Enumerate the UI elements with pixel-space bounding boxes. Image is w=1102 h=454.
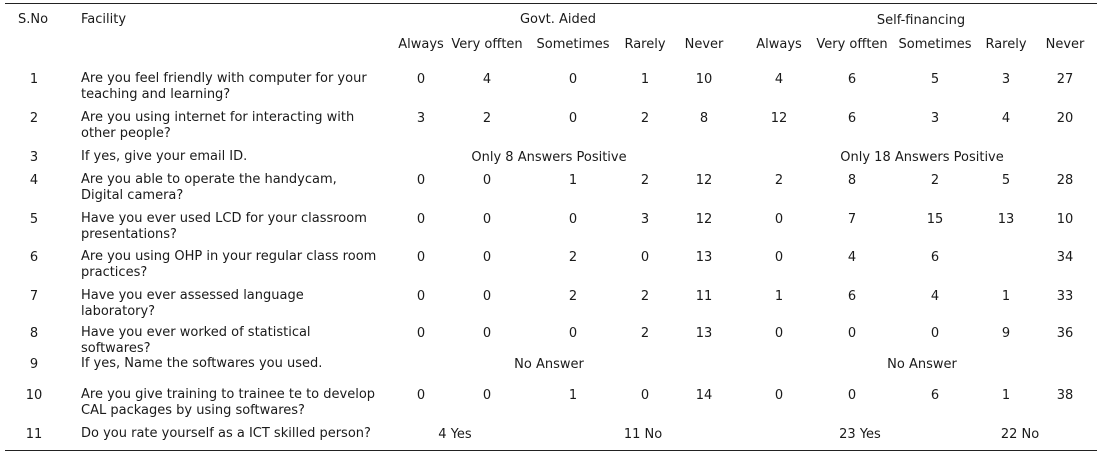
govt-value: 13 bbox=[695, 326, 713, 341]
govt-value: 0 bbox=[482, 173, 492, 188]
self-value: 0 bbox=[847, 388, 857, 403]
table-top-rule bbox=[5, 3, 1097, 4]
self-value: 15 bbox=[926, 212, 944, 227]
govt-no-count: 11 No bbox=[623, 427, 663, 442]
subheader-self-rarely: Rarely bbox=[985, 37, 1027, 52]
subheader-govt-never: Never bbox=[684, 37, 724, 52]
govt-value: 0 bbox=[416, 388, 426, 403]
self-value: 33 bbox=[1056, 289, 1074, 304]
row-sno: 1 bbox=[29, 72, 39, 87]
self-value: 6 bbox=[930, 388, 940, 403]
row-sno: 9 bbox=[29, 357, 39, 372]
govt-value: 2 bbox=[568, 289, 578, 304]
govt-value: 2 bbox=[640, 111, 650, 126]
govt-value: 0 bbox=[416, 212, 426, 227]
self-value: 1 bbox=[774, 289, 784, 304]
govt-value: 0 bbox=[568, 72, 578, 87]
govt-value: 2 bbox=[640, 173, 650, 188]
row-sno: 6 bbox=[29, 250, 39, 265]
self-value: 5 bbox=[1001, 173, 1011, 188]
self-value: 4 bbox=[774, 72, 784, 87]
govt-value: 0 bbox=[568, 212, 578, 227]
row-facility: Are you using OHP in your regular class room practices? bbox=[81, 249, 377, 280]
govt-value: 10 bbox=[695, 72, 713, 87]
self-value: 0 bbox=[774, 326, 784, 341]
row-sno: 11 bbox=[25, 427, 43, 442]
row-sno: 10 bbox=[25, 388, 43, 403]
self-value: 0 bbox=[774, 388, 784, 403]
row-sno: 8 bbox=[29, 326, 39, 341]
row-facility: Are you using internet for interacting with other people? bbox=[81, 110, 355, 141]
govt-value: 0 bbox=[482, 289, 492, 304]
self-value: 28 bbox=[1056, 173, 1074, 188]
self-no-count: 22 No bbox=[1000, 427, 1040, 442]
govt-note: No Answer bbox=[514, 357, 584, 372]
self-value: 10 bbox=[1056, 212, 1074, 227]
govt-value: 0 bbox=[482, 212, 492, 227]
govt-value: 14 bbox=[695, 388, 713, 403]
row-sno: 2 bbox=[29, 111, 39, 126]
self-value: 20 bbox=[1056, 111, 1074, 126]
self-value: 1 bbox=[1001, 388, 1011, 403]
govt-value: 2 bbox=[482, 111, 492, 126]
govt-value: 0 bbox=[482, 250, 492, 265]
govt-value: 0 bbox=[416, 289, 426, 304]
subheader-self-never: Never bbox=[1045, 37, 1085, 52]
govt-value: 0 bbox=[640, 250, 650, 265]
subheader-govt-very-offten: Very offten bbox=[451, 37, 523, 52]
subheader-govt-always: Always bbox=[398, 37, 444, 52]
govt-yes-count: 4 Yes bbox=[438, 427, 472, 442]
row-facility: Are you feel friendly with computer for your teaching and learning? bbox=[81, 71, 367, 102]
self-value: 0 bbox=[930, 326, 940, 341]
govt-value: 0 bbox=[416, 326, 426, 341]
self-value: 4 bbox=[847, 250, 857, 265]
govt-value: 1 bbox=[568, 173, 578, 188]
row-sno: 4 bbox=[29, 173, 39, 188]
subheader-govt-rarely: Rarely bbox=[624, 37, 666, 52]
row-sno: 7 bbox=[29, 289, 39, 304]
self-value: 7 bbox=[847, 212, 857, 227]
self-value: 34 bbox=[1056, 250, 1074, 265]
govt-value: 2 bbox=[568, 250, 578, 265]
self-value: 6 bbox=[847, 72, 857, 87]
govt-value: 12 bbox=[695, 212, 713, 227]
subheader-self-sometimes: Sometimes bbox=[898, 37, 972, 52]
self-value: 6 bbox=[847, 111, 857, 126]
self-value: 0 bbox=[847, 326, 857, 341]
govt-value: 0 bbox=[568, 326, 578, 341]
subheader-self-always: Always bbox=[756, 37, 802, 52]
row-facility: Are you able to operate the handycam, Digital camera? bbox=[81, 172, 337, 203]
self-note: No Answer bbox=[887, 357, 957, 372]
self-value: 0 bbox=[774, 212, 784, 227]
govt-value: 2 bbox=[640, 326, 650, 341]
govt-value: 13 bbox=[695, 250, 713, 265]
self-value: 9 bbox=[1001, 326, 1011, 341]
govt-value: 3 bbox=[640, 212, 650, 227]
row-facility: If yes, give your email ID. bbox=[81, 149, 248, 164]
table-bottom-rule bbox=[5, 450, 1097, 451]
govt-value: 0 bbox=[416, 72, 426, 87]
self-value: 38 bbox=[1056, 388, 1074, 403]
header-govt-aided: Govt. Aided bbox=[519, 12, 597, 27]
row-sno: 3 bbox=[29, 150, 39, 165]
govt-value: 0 bbox=[416, 250, 426, 265]
subheader-self-very-offten: Very offten bbox=[816, 37, 888, 52]
row-facility: Have you ever assessed language laboratory? bbox=[81, 288, 304, 319]
row-facility: Have you ever worked of statistical softwares? bbox=[81, 325, 311, 356]
govt-value: 2 bbox=[640, 289, 650, 304]
header-facility: Facility bbox=[81, 12, 127, 27]
govt-value: 0 bbox=[482, 388, 492, 403]
govt-value: 0 bbox=[568, 111, 578, 126]
self-value: 36 bbox=[1056, 326, 1074, 341]
govt-value: 12 bbox=[695, 173, 713, 188]
govt-value: 11 bbox=[695, 289, 713, 304]
govt-note: Only 8 Answers Positive bbox=[471, 150, 627, 165]
self-yes-count: 23 Yes bbox=[839, 427, 881, 442]
govt-value: 1 bbox=[640, 72, 650, 87]
govt-value: 0 bbox=[482, 326, 492, 341]
self-value: 8 bbox=[847, 173, 857, 188]
govt-value: 1 bbox=[568, 388, 578, 403]
self-value: 1 bbox=[1001, 289, 1011, 304]
self-value: 6 bbox=[930, 250, 940, 265]
self-value: 2 bbox=[774, 173, 784, 188]
self-value: 12 bbox=[770, 111, 788, 126]
header-sno: S.No bbox=[18, 12, 49, 27]
self-value: 2 bbox=[930, 173, 940, 188]
govt-value: 0 bbox=[640, 388, 650, 403]
govt-value: 8 bbox=[699, 111, 709, 126]
self-value: 27 bbox=[1056, 72, 1074, 87]
govt-value: 4 bbox=[482, 72, 492, 87]
self-value: 13 bbox=[997, 212, 1015, 227]
row-facility: Are you give training to trainee te to develop CAL packages by using softwares? bbox=[81, 387, 376, 418]
header-self-financing: Self-financing bbox=[876, 13, 966, 28]
self-note: Only 18 Answers Positive bbox=[840, 150, 1004, 165]
govt-value: 3 bbox=[416, 111, 426, 126]
self-value: 5 bbox=[930, 72, 940, 87]
self-value: 3 bbox=[1001, 72, 1011, 87]
row-facility: Have you ever used LCD for your classroom presentations? bbox=[81, 211, 367, 242]
row-facility: Do you rate yourself as a ICT skilled person? bbox=[81, 426, 371, 441]
self-value: 4 bbox=[930, 289, 940, 304]
self-value: 4 bbox=[1001, 111, 1011, 126]
self-value: 3 bbox=[930, 111, 940, 126]
subheader-govt-sometimes: Sometimes bbox=[536, 37, 610, 52]
self-value: 0 bbox=[774, 250, 784, 265]
govt-value: 0 bbox=[416, 173, 426, 188]
row-sno: 5 bbox=[29, 212, 39, 227]
self-value: 6 bbox=[847, 289, 857, 304]
row-facility: If yes, Name the softwares you used. bbox=[81, 356, 323, 371]
